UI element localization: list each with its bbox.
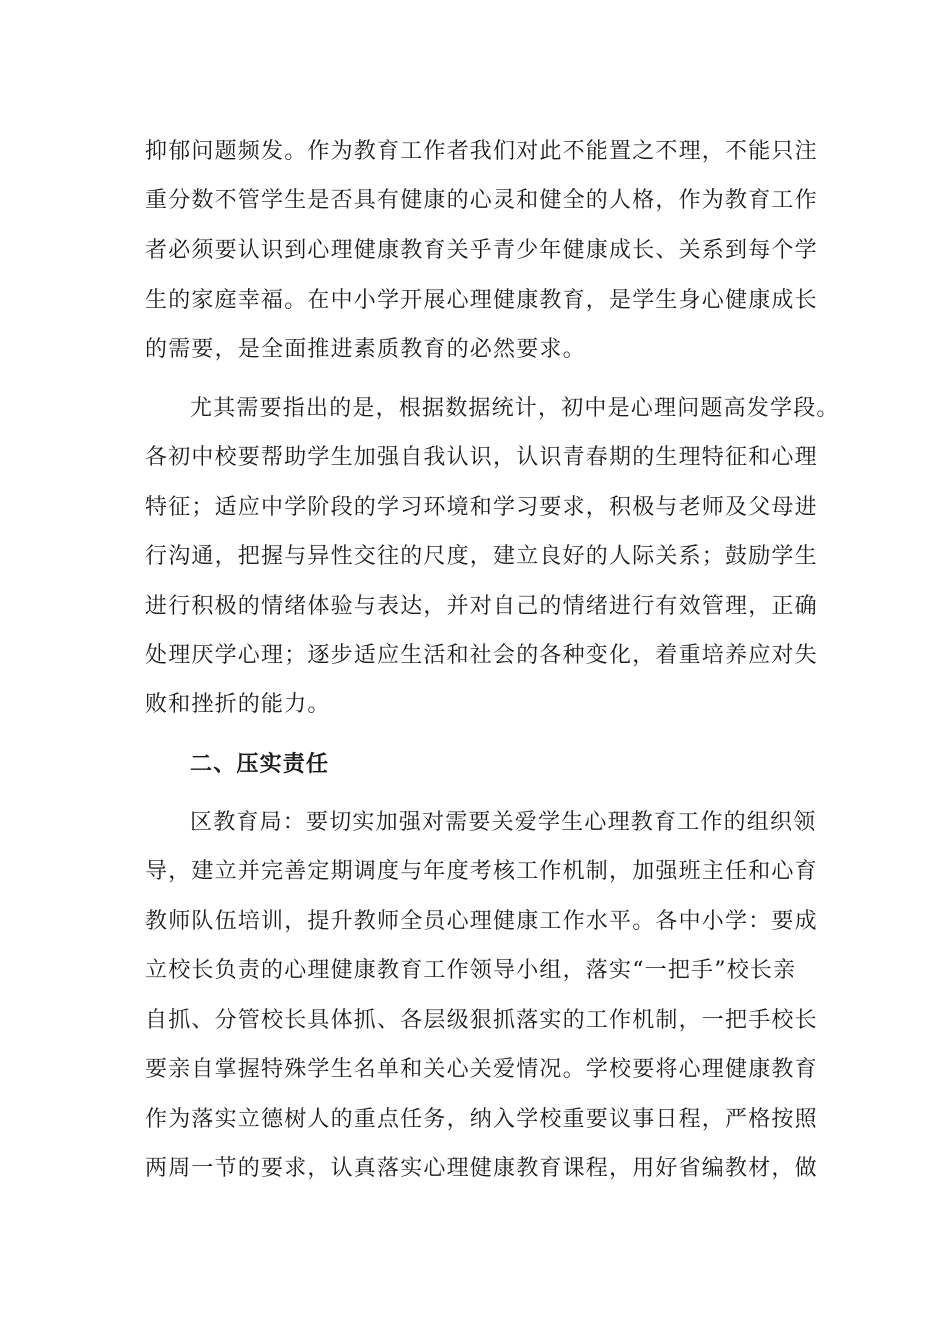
paragraph-line: 各初中校要帮助学生加强自我认识，认识青春期的生理特征和心理 [145,445,818,470]
paragraph-line: 败和挫折的能力。 [145,692,331,717]
section-heading: 二、压实责任 [190,751,330,777]
paragraph-line: 导，建立并完善定期调度与年度考核工作机制，加强班主任和心育 [145,859,818,884]
paragraph-line: 特征；适应中学阶段的学习环境和学习要求，积极与老师及父母进 [145,495,818,520]
paragraph-line: 的需要，是全面推进素质教育的必然要求。 [145,337,586,362]
paragraph-line: 立校长负责的心理健康教育工作领导小组，落实“一把手”校长亲 [145,958,797,983]
paragraph-line: 行沟通，把握与异性交往的尺度，建立良好的人际关系；鼓励学生 [145,544,818,569]
paragraph-line: 进行积极的情绪体验与表达，并对自己的情绪进行有效管理，正确 [145,594,818,619]
paragraph-line: 尤其需要指出的是，根据数据统计，初中是心理问题高发学段。 [190,396,840,421]
paragraph-line: 抑郁问题频发。作为教育工作者我们对此不能置之不理，不能只注 [145,139,818,164]
paragraph-line: 自抓、分管校长具体抓、各层级狠抓落实的工作机制，一把手校长 [145,1008,818,1033]
paragraph-line: 作为落实立德树人的重点任务，纳入学校重要议事日程，严格按照 [145,1107,818,1132]
paragraph-line: 者必须要认识到心理健康教育关乎青少年健康成长、关系到每个学 [145,238,818,263]
paragraph-line: 两周一节的要求，认真落实心理健康教育课程，用好省编教材，做 [145,1156,818,1181]
paragraph-line: 生的家庭幸福。在中小学开展心理健康教育，是学生身心健康成长 [145,288,818,313]
paragraph-line: 重分数不管学生是否具有健康的心灵和健全的人格，作为教育工作 [145,188,818,213]
paragraph-line: 处理厌学心理；逐步适应生活和社会的各种变化，着重培养应对失 [145,643,818,668]
paragraph-line: 要亲自掌握特殊学生名单和关心关爱情况。学校要将心理健康教育 [145,1057,818,1082]
paragraph-line: 区教育局：要切实加强对需要关爱学生心理教育工作的组织领 [190,810,817,835]
paragraph-line: 教师队伍培训，提升教师全员心理健康工作水平。各中小学：要成 [145,909,818,934]
